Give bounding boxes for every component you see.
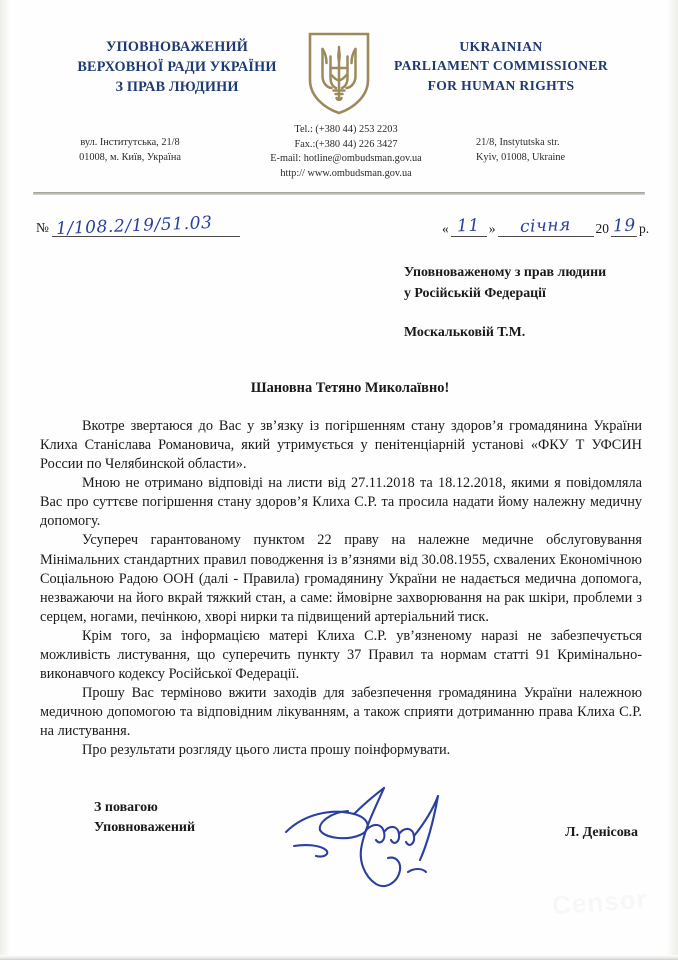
body-paragraph: Прошу Вас терміново вжити заходів для забезпечення громадянина України належною медичною допомогою та відповідним лікуванням, а також сприяти дотриманню права Клиха С.Р. на листування. <box>40 685 642 740</box>
telephone: Tel.: (+380 44) 253 2203 <box>294 124 398 135</box>
address-en-city: Kyiv, 01008, Ukraine <box>476 151 566 163</box>
letterhead-title-uk <box>61 30 293 97</box>
date-year-prefix: 20 <box>595 221 609 237</box>
address-uk-city: 01008, м. Київ, Україна <box>79 151 181 163</box>
body-paragraph: Мною не отримано відповіді на листи від 27.11.2018 та 18.12.2018, якими я повідомляла Вас про суттєве погіршення стану здоров’я Клиха С.Р. та просила надати йому належну медичну допомогу. <box>40 475 642 530</box>
letterhead-title-uk-line-3: З ПРАВ ЛЮДИНИ <box>115 79 239 96</box>
letterhead-title-en-line-3: FOR HUMAN RIGHTS <box>427 77 575 93</box>
body-paragraph: Про результати розгляду цього листа прошу поінформувати. <box>82 742 451 759</box>
body-paragraph: Усупереч гарантованому пунктом 22 праву на належне медичне обслуговування Мінімальних стандартних правил поводження із в’язнями від 30.08.1955, схвалених Економічною Соціальною Радою ООН (далі - Правила) громадянину України не надається медична допомога, незважаючи на його вкрай тяжкий стан, а саме: ймовірне захворювання на рак шкіри, проблеми з серцем, ногами, печінкою, хворі нирки та підвищений артеріальний тиск. <box>40 532 642 625</box>
address-uk-street: вул. Інститутська, 21/8 <box>80 137 180 148</box>
reference-and-date-row <box>36 211 650 240</box>
ukrainian-trident-coat-of-arms-icon <box>306 30 372 116</box>
letterhead-divider <box>33 192 645 195</box>
signatory-name: Л. Денісова <box>565 825 638 840</box>
address-ukrainian <box>34 123 226 165</box>
address-english <box>466 123 644 165</box>
contact-channels <box>226 123 466 181</box>
fax: Fax.:(+380 44) 226 3427 <box>294 138 398 150</box>
date-month-value: січня <box>519 215 572 238</box>
letter-body <box>40 417 642 760</box>
handwritten-signature-icon <box>280 784 490 894</box>
addressee-block <box>0 263 650 344</box>
reference-number-field[interactable] <box>52 213 240 240</box>
letterhead-title-uk-line-2: ВЕРХОВНОЇ РАДИ УКРАЇНИ <box>77 59 277 76</box>
date-year-value: 19 <box>612 216 636 237</box>
signature-closing-group <box>40 798 195 837</box>
addressee-name: Москальковій Т.М. <box>404 325 526 341</box>
reference-number-label: № <box>36 220 49 236</box>
date-year-field[interactable] <box>611 218 637 237</box>
salutation: Шановна Тетяно Миколаївно! <box>250 380 450 397</box>
date-quote-open: « <box>442 221 449 237</box>
signature-position: Уповноважений <box>94 819 196 835</box>
date-year-mark: р. <box>639 221 650 237</box>
date-day-field[interactable] <box>451 218 487 237</box>
watermark: Censor <box>551 883 649 921</box>
letterhead-title-en-line-2: PARLIAMENT COMMISSIONER <box>393 58 609 74</box>
date-quote-close: » <box>488 221 496 237</box>
addressee-line-1: Уповноваженому з прав людини <box>404 265 607 281</box>
letterhead-title-en <box>385 30 617 95</box>
date-day-value: 11 <box>456 216 481 237</box>
contact-details <box>0 116 678 181</box>
page-bottom-edge <box>0 955 678 960</box>
addressee-line-2: у Російській Федерації <box>404 286 546 302</box>
reference-number <box>36 213 240 240</box>
website[interactable]: http:// www.ombudsman.gov.ua <box>280 167 412 179</box>
address-en-street: 21/8, Instytutska str. <box>476 137 560 148</box>
signature-row <box>40 798 642 841</box>
signature-block <box>0 798 678 841</box>
signature-closing: З повагою <box>94 800 158 815</box>
letterhead-title-en-line-1: UKRAINIAN <box>459 39 543 54</box>
date-month-field[interactable] <box>498 215 594 238</box>
letterhead <box>0 0 678 116</box>
body-paragraph: Крім того, за інформацією матері Клиха С.Р. ув’язненому наразі не забезпечується можливість листування, що суперечить пункту 37 Правил та нормам статті 91 Кримінально-виконавчого кодексу Російської Федерації. <box>40 627 642 683</box>
letterhead-title-uk-line-1: УПОВНОВАЖЕНИЙ <box>105 39 249 55</box>
letter-date <box>442 215 650 238</box>
emblem-container <box>293 30 385 116</box>
body-paragraph: Вкотре звертаюся до Вас у зв’язку із погіршенням стану здоров’я громадянина України Клиха Станіслава Романовича, який утримується у пенітенціарній установі «ФКУ Т УФСИН России по Челябинской области». <box>40 418 642 473</box>
email[interactable]: E-mail: hotline@ombudsman.gov.ua <box>270 153 422 165</box>
addressee-spacer <box>404 305 650 323</box>
reference-number-value: 1/108.2/19/51.03 <box>55 213 213 240</box>
